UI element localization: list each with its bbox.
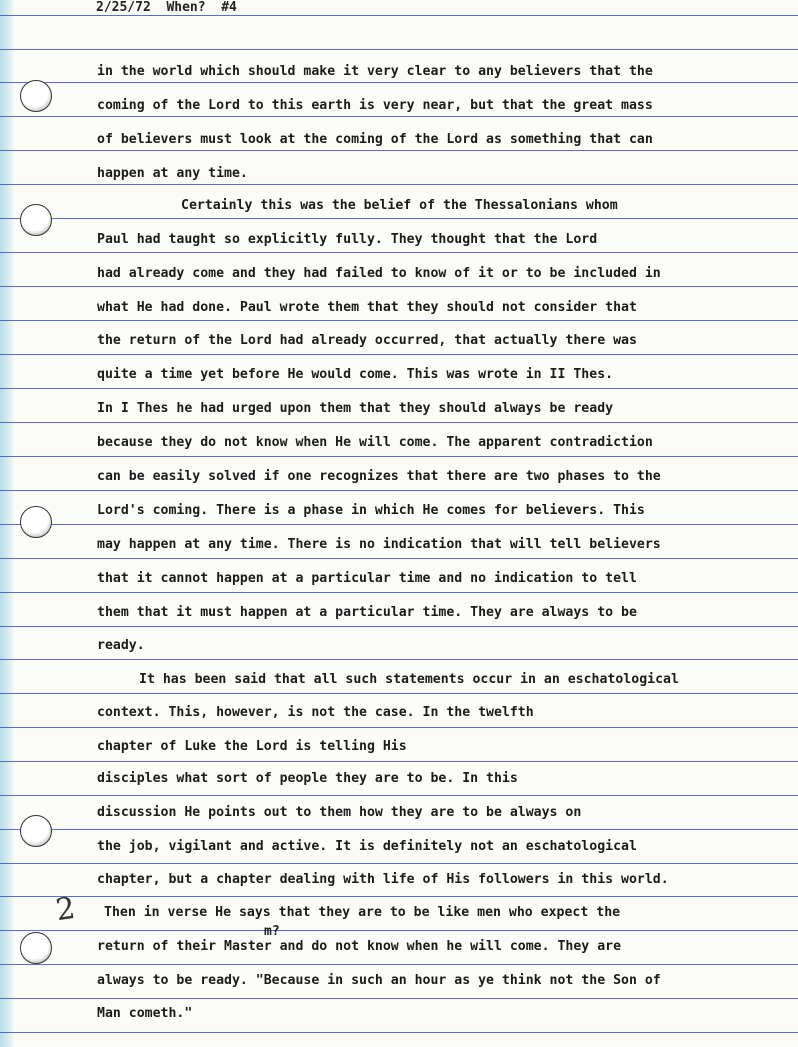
- text-line: because they do not know when He will come. The apparent contradiction: [97, 435, 653, 450]
- text-line: chapter of Luke the Lord is telling His: [97, 739, 407, 754]
- text-line: that it cannot happen at a particular time and no indication to tell: [97, 571, 637, 586]
- text-line: had already come and they had failed to know of it or to be included in: [97, 266, 661, 281]
- text-line: Man cometh.": [97, 1006, 193, 1021]
- text-line: always to be ready. "Because in such an hour as ye think not the Son of: [97, 973, 661, 988]
- ruled-line: [0, 626, 798, 627]
- text-line: Paul had taught so explicitly fully. They thought that the Lord: [97, 232, 598, 247]
- text-line: what He had done. Paul wrote them that they should not consider that: [97, 300, 637, 315]
- ruled-line: [0, 524, 798, 525]
- ruled-line: [0, 659, 798, 660]
- ruled-line: [0, 252, 798, 253]
- text-line: can be easily solved if one recognizes that there are two phases to the: [97, 469, 661, 484]
- text-line: in the world which should make it very clear to any believers that the: [97, 64, 653, 79]
- text-line: them that it must happen at a particular time. They are always to be: [97, 605, 637, 620]
- ruled-line: [0, 863, 798, 864]
- ruled-line: [0, 320, 798, 321]
- punch-hole: [20, 932, 52, 964]
- ruled-line: [0, 82, 798, 83]
- page-header: 2/25/72 When? #4: [96, 0, 237, 15]
- ruled-line: [0, 49, 798, 50]
- text-line: may happen at any time. There is no indication that will tell believers: [97, 537, 661, 552]
- text-line: Lord's coming. There is a phase in which He comes for believers. This: [97, 503, 645, 518]
- ruled-line: [0, 896, 798, 897]
- ruled-line: [0, 964, 798, 965]
- ruled-line: [0, 116, 798, 117]
- text-line: In I Thes he had urged upon them that they should always be ready: [97, 401, 614, 416]
- ruled-line: [0, 1032, 798, 1033]
- text-line: quite a time yet before He would come. This was wrote in II Thes.: [97, 367, 614, 382]
- punch-hole: [20, 204, 52, 236]
- ruled-line: [0, 388, 798, 389]
- ruled-line: [0, 150, 798, 151]
- ruled-line: [0, 795, 798, 796]
- text-line: Then in verse He says that they are to be like men who expect the: [104, 905, 621, 920]
- punch-hole: [20, 815, 52, 847]
- text-line: disciples what sort of people they are to be. In this: [97, 771, 518, 786]
- ruled-line: [0, 15, 798, 16]
- text-line: return of their Master and do not know when he will come. They are: [97, 939, 622, 954]
- punch-hole: [20, 80, 52, 112]
- text-line: context. This, however, is not the case. In the twelfth: [97, 705, 534, 720]
- ruled-line: [0, 218, 798, 219]
- text-line: Certainly this was the belief of the Thessalonians whom: [181, 198, 618, 213]
- text-line: happen at any time.: [97, 166, 248, 181]
- ruled-line: [0, 456, 798, 457]
- handwritten-margin-number: 2: [53, 890, 78, 929]
- ruled-line: [0, 422, 798, 423]
- ruled-line: [0, 761, 798, 762]
- ruled-line: [0, 286, 798, 287]
- text-line: the job, vigilant and active. It is definitely not an eschatological: [97, 839, 637, 854]
- ruled-line: [0, 998, 798, 999]
- text-line: chapter, but a chapter dealing with life of His followers in this world.: [97, 872, 669, 887]
- ruled-line: [0, 592, 798, 593]
- ruled-line: [0, 829, 798, 830]
- ruled-line: [0, 727, 798, 728]
- ruled-line: [0, 558, 798, 559]
- ruled-line: [0, 354, 798, 355]
- text-line: of believers must look at the coming of the Lord as something that can: [97, 132, 653, 147]
- handwritten-superscript: m?: [264, 924, 280, 939]
- text-line: coming of the Lord to this earth is very near, but that the great mass: [97, 98, 653, 113]
- ruled-line: [0, 930, 798, 931]
- ruled-line: [0, 693, 798, 694]
- text-line: ready.: [97, 638, 145, 653]
- text-line: the return of the Lord had already occurred, that actually there was: [97, 333, 637, 348]
- ruled-line: [0, 184, 798, 185]
- text-line: It has been said that all such statements occur in an eschatological: [139, 672, 679, 687]
- punch-hole: [20, 506, 52, 538]
- ruled-line: [0, 490, 798, 491]
- text-line: discussion He points out to them how they are to be always on: [97, 805, 582, 820]
